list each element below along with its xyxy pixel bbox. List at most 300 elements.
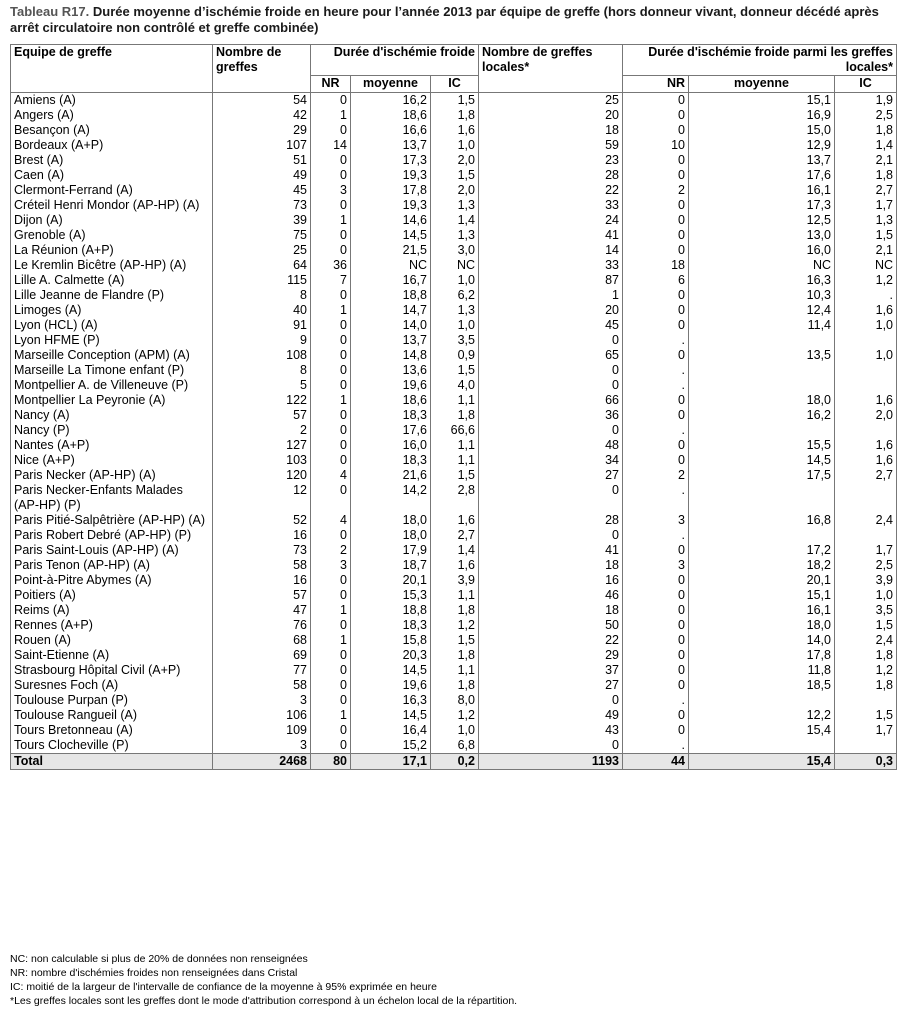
cell-nb-grafts: 107: [213, 138, 311, 153]
cell-mean-local: 18,2: [689, 558, 835, 573]
cell-nr-local: 0: [623, 633, 689, 648]
cell-team-name: Paris Saint-Louis (AP-HP) (A): [11, 543, 213, 558]
cell-mean-local: 18,0: [689, 393, 835, 408]
cell-mean: 16,7: [351, 273, 431, 288]
cell-nr-local: 0: [623, 678, 689, 693]
cell-nb-local: 16: [479, 573, 623, 588]
table-row: [11, 108, 897, 123]
cell-mean: 14,2: [351, 483, 431, 513]
cell-team-name: Montpellier A. de Villeneuve (P): [11, 378, 213, 393]
cell-mean-local: [689, 363, 835, 378]
cell-ic-local: 1,7: [835, 723, 897, 738]
cell-mean: 19,3: [351, 168, 431, 183]
cell-nb-grafts: 57: [213, 408, 311, 423]
cell-team-name: Toulouse Purpan (P): [11, 693, 213, 708]
cell-team-name: Lille A. Calmette (A): [11, 273, 213, 288]
cell-nr: 4: [311, 468, 351, 483]
cell-nr: 1: [311, 393, 351, 408]
cell-ic-local: 1,0: [835, 588, 897, 603]
cell-nr-local: 0: [623, 648, 689, 663]
cell-mean: 14,0: [351, 318, 431, 333]
cell-mean-local: 17,5: [689, 468, 835, 483]
cell-mean-local: 11,8: [689, 663, 835, 678]
cell-ic: 1,5: [431, 168, 479, 183]
cell-ic-local: 3,5: [835, 603, 897, 618]
cell-team-name: Nantes (A+P): [11, 438, 213, 453]
total-nb-local: 1193: [479, 754, 623, 770]
cell-nb-local: 0: [479, 423, 623, 438]
cell-nr: 0: [311, 228, 351, 243]
table-row: [11, 258, 897, 273]
cell-nr-local: 0: [623, 213, 689, 228]
cell-nr: 1: [311, 708, 351, 723]
cell-team-name: Tours Bretonneau (A): [11, 723, 213, 738]
cell-team-name: Angers (A): [11, 108, 213, 123]
total-nr: 80: [311, 754, 351, 770]
table-label: Tableau R17.: [10, 4, 90, 19]
cell-nr: 0: [311, 723, 351, 738]
cell-ic: 1,6: [431, 558, 479, 573]
cell-mean-local: 11,4: [689, 318, 835, 333]
cell-team-name: Brest (A): [11, 153, 213, 168]
cell-ic: 4,0: [431, 378, 479, 393]
cell-nb-grafts: 16: [213, 528, 311, 543]
cell-nr-local: 3: [623, 558, 689, 573]
cell-nb-local: 41: [479, 543, 623, 558]
table-row: [11, 723, 897, 738]
cell-nb-local: 0: [479, 333, 623, 348]
cell-team-name: Lyon (HCL) (A): [11, 318, 213, 333]
cell-mean-local: [689, 423, 835, 438]
cell-mean-local: 12,9: [689, 138, 835, 153]
table-body: [11, 93, 897, 754]
cell-nb-grafts: 2: [213, 423, 311, 438]
cell-nb-grafts: 52: [213, 513, 311, 528]
cell-ic: 2,8: [431, 483, 479, 513]
table-row: [11, 558, 897, 573]
cell-nb-grafts: 91: [213, 318, 311, 333]
cell-ic: 1,5: [431, 633, 479, 648]
cell-ic-local: [835, 423, 897, 438]
cell-nr-local: .: [623, 363, 689, 378]
cell-nr-local: .: [623, 738, 689, 754]
cell-mean-local: [689, 378, 835, 393]
cell-mean: 19,6: [351, 378, 431, 393]
cell-team-name: Strasbourg Hôpital Civil (A+P): [11, 663, 213, 678]
cell-nr-local: 2: [623, 183, 689, 198]
cell-ic-local: [835, 738, 897, 754]
table-row: [11, 363, 897, 378]
cell-team-name: Rennes (A+P): [11, 618, 213, 633]
cell-nr-local: 0: [623, 393, 689, 408]
cell-mean: 17,6: [351, 423, 431, 438]
cell-nr: 0: [311, 663, 351, 678]
header-mean: moyenne: [351, 76, 431, 93]
cell-nb-local: 66: [479, 393, 623, 408]
cell-ic: 1,0: [431, 318, 479, 333]
cell-team-name: Amiens (A): [11, 93, 213, 109]
cell-nr: 0: [311, 648, 351, 663]
table-title: [10, 4, 900, 36]
cell-team-name: Paris Robert Debré (AP-HP) (P): [11, 528, 213, 543]
cell-mean: 18,6: [351, 393, 431, 408]
header-nr: NR: [311, 76, 351, 93]
cell-mean-local: 16,0: [689, 243, 835, 258]
cell-ic: 1,1: [431, 663, 479, 678]
cell-nr-local: .: [623, 483, 689, 513]
cell-nr-local: 0: [623, 438, 689, 453]
cell-ic: 1,8: [431, 108, 479, 123]
cell-nr: 0: [311, 408, 351, 423]
table-row: [11, 423, 897, 438]
cell-ic-local: [835, 363, 897, 378]
cell-ic-local: 2,5: [835, 558, 897, 573]
cell-team-name: Nancy (P): [11, 423, 213, 438]
cell-nr-local: 0: [623, 408, 689, 423]
cell-mean: 16,0: [351, 438, 431, 453]
table-row: [11, 543, 897, 558]
cell-ic: 1,1: [431, 438, 479, 453]
cell-nr-local: 0: [623, 303, 689, 318]
cell-ic: 1,5: [431, 468, 479, 483]
cell-ic: 1,8: [431, 648, 479, 663]
cell-ic-local: [835, 378, 897, 393]
cell-ic: 6,8: [431, 738, 479, 754]
total-ic-local: 0,3: [835, 754, 897, 770]
cell-ic-local: 1,8: [835, 123, 897, 138]
cell-nb-local: 45: [479, 318, 623, 333]
cell-nr-local: 0: [623, 618, 689, 633]
cell-mean: 18,3: [351, 618, 431, 633]
footnote-local: *Les greffes locales sont les greffes dont le mode d'attribution correspond à un échelon local de la répartition.: [10, 995, 518, 1007]
cell-mean: 14,5: [351, 228, 431, 243]
table-row: [11, 333, 897, 348]
cell-nb-grafts: 8: [213, 363, 311, 378]
cell-team-name: Créteil Henri Mondor (AP-HP) (A): [11, 198, 213, 213]
cell-mean-local: 15,4: [689, 723, 835, 738]
footnote-nr: NR: nombre d'ischémies froides non renseignées dans Cristal: [10, 967, 298, 979]
cell-nr: 0: [311, 243, 351, 258]
cell-nb-local: 0: [479, 693, 623, 708]
table-row: [11, 318, 897, 333]
cell-nb-grafts: 75: [213, 228, 311, 243]
cell-nr-local: 0: [623, 453, 689, 468]
cell-mean-local: 14,0: [689, 633, 835, 648]
cell-mean-local: 12,2: [689, 708, 835, 723]
header-ic: IC: [431, 76, 479, 93]
cell-mean-local: [689, 483, 835, 513]
cell-mean: 16,6: [351, 123, 431, 138]
cell-team-name: Poitiers (A): [11, 588, 213, 603]
cell-mean-local: 16,9: [689, 108, 835, 123]
cell-nb-grafts: 8: [213, 288, 311, 303]
table-row: [11, 528, 897, 543]
cell-ic-local: 1,6: [835, 393, 897, 408]
cell-mean-local: 15,1: [689, 93, 835, 109]
cell-ic-local: .: [835, 288, 897, 303]
cell-team-name: Lyon HFME (P): [11, 333, 213, 348]
cell-nb-local: 27: [479, 468, 623, 483]
cell-nr-local: 0: [623, 228, 689, 243]
cell-nr: 0: [311, 93, 351, 109]
cell-mean: 13,7: [351, 138, 431, 153]
cell-ic: 2,7: [431, 528, 479, 543]
cell-ic: 1,8: [431, 408, 479, 423]
cell-team-name: Paris Necker (AP-HP) (A): [11, 468, 213, 483]
cell-team-name: Paris Tenon (AP-HP) (A): [11, 558, 213, 573]
cell-ic-local: 2,5: [835, 108, 897, 123]
table-row: [11, 213, 897, 228]
cell-nr: 0: [311, 378, 351, 393]
table-row: [11, 243, 897, 258]
table-row: [11, 603, 897, 618]
cell-ic-local: 1,6: [835, 303, 897, 318]
cell-mean-local: 17,3: [689, 198, 835, 213]
cell-nr: 0: [311, 738, 351, 754]
cell-mean: 14,7: [351, 303, 431, 318]
cell-nr: 0: [311, 483, 351, 513]
cell-nr-local: .: [623, 333, 689, 348]
cell-mean-local: 15,1: [689, 588, 835, 603]
cell-ic: 2,0: [431, 183, 479, 198]
cell-nr-local: 0: [623, 588, 689, 603]
cell-mean-local: [689, 693, 835, 708]
table-row: [11, 153, 897, 168]
cell-nr-local: .: [623, 378, 689, 393]
table-row: [11, 138, 897, 153]
cell-mean-local: 16,3: [689, 273, 835, 288]
cell-nr: 0: [311, 528, 351, 543]
cell-mean: 17,3: [351, 153, 431, 168]
cell-team-name: Besançon (A): [11, 123, 213, 138]
cell-mean-local: 20,1: [689, 573, 835, 588]
cell-nr: 36: [311, 258, 351, 273]
cell-team-name: Grenoble (A): [11, 228, 213, 243]
cell-nb-local: 18: [479, 603, 623, 618]
cell-mean: 20,3: [351, 648, 431, 663]
cell-ic: 1,3: [431, 228, 479, 243]
cell-mean-local: 18,5: [689, 678, 835, 693]
cell-nb-grafts: 76: [213, 618, 311, 633]
cell-team-name: Paris Necker-Enfants Malades (AP-HP) (P): [11, 483, 213, 513]
table-row: [11, 228, 897, 243]
cell-ic-local: 1,9: [835, 93, 897, 109]
table-row: [11, 198, 897, 213]
cell-nb-local: 34: [479, 453, 623, 468]
cell-nr: 0: [311, 123, 351, 138]
cell-ic: 1,8: [431, 603, 479, 618]
cell-nr: 0: [311, 168, 351, 183]
cell-nb-local: 23: [479, 153, 623, 168]
cell-nr-local: 0: [623, 123, 689, 138]
cell-mean: 18,3: [351, 408, 431, 423]
cell-nr-local: 0: [623, 288, 689, 303]
cell-nr: 0: [311, 363, 351, 378]
header-team: Equipe de greffe: [11, 45, 213, 93]
cell-nr-local: 3: [623, 513, 689, 528]
cell-team-name: Marseille La Timone enfant (P): [11, 363, 213, 378]
cell-mean: 19,3: [351, 198, 431, 213]
cell-nr: 0: [311, 618, 351, 633]
cell-ic: 1,8: [431, 678, 479, 693]
cell-nb-grafts: 57: [213, 588, 311, 603]
cell-mean-local: 17,6: [689, 168, 835, 183]
cell-nr: 1: [311, 603, 351, 618]
cell-ic-local: 1,5: [835, 618, 897, 633]
cell-mean: 16,4: [351, 723, 431, 738]
cell-nr-local: 0: [623, 168, 689, 183]
table-row: [11, 693, 897, 708]
cell-nr: 0: [311, 588, 351, 603]
table-row: [11, 708, 897, 723]
cell-ic: NC: [431, 258, 479, 273]
cell-team-name: Bordeaux (A+P): [11, 138, 213, 153]
cell-ic-local: 1,6: [835, 438, 897, 453]
cell-ic: 6,2: [431, 288, 479, 303]
cell-nb-grafts: 47: [213, 603, 311, 618]
cell-nr: 0: [311, 678, 351, 693]
cell-nr: 0: [311, 693, 351, 708]
cell-nr-local: .: [623, 423, 689, 438]
cell-nb-local: 18: [479, 123, 623, 138]
cell-team-name: Clermont-Ferrand (A): [11, 183, 213, 198]
cell-mean: 13,6: [351, 363, 431, 378]
cell-mean: 18,6: [351, 108, 431, 123]
cell-nb-local: 18: [479, 558, 623, 573]
cell-nb-local: 28: [479, 168, 623, 183]
cell-nb-local: 36: [479, 408, 623, 423]
cell-mean-local: 16,8: [689, 513, 835, 528]
cell-ic-local: 1,4: [835, 138, 897, 153]
cell-nb-local: 59: [479, 138, 623, 153]
cell-ic-local: 2,4: [835, 633, 897, 648]
cell-nb-local: 22: [479, 183, 623, 198]
cell-team-name: Saint-Etienne (A): [11, 648, 213, 663]
cell-nb-local: 25: [479, 93, 623, 109]
cell-nb-local: 22: [479, 633, 623, 648]
header-duration-local: Durée d'ischémie froide parmi les greffes locales*: [623, 45, 897, 76]
cell-ic-local: 2,4: [835, 513, 897, 528]
ischemia-table: [10, 44, 897, 770]
cell-nb-grafts: 68: [213, 633, 311, 648]
cell-ic-local: 1,5: [835, 708, 897, 723]
cell-ic-local: 1,0: [835, 348, 897, 363]
table-row: [11, 663, 897, 678]
table-row: [11, 573, 897, 588]
cell-nb-local: 20: [479, 108, 623, 123]
cell-ic: 2,0: [431, 153, 479, 168]
cell-nb-grafts: 73: [213, 543, 311, 558]
table-row: [11, 648, 897, 663]
cell-team-name: Nice (A+P): [11, 453, 213, 468]
cell-nb-grafts: 9: [213, 333, 311, 348]
cell-mean: 18,8: [351, 603, 431, 618]
total-nr-local: 44: [623, 754, 689, 770]
cell-mean: 17,9: [351, 543, 431, 558]
cell-nb-grafts: 40: [213, 303, 311, 318]
cell-nr-local: .: [623, 528, 689, 543]
cell-ic: 1,5: [431, 363, 479, 378]
cell-ic: 3,5: [431, 333, 479, 348]
cell-team-name: Point-à-Pitre Abymes (A): [11, 573, 213, 588]
cell-nr-local: 0: [623, 573, 689, 588]
cell-mean: 18,0: [351, 513, 431, 528]
cell-ic: 1,1: [431, 588, 479, 603]
cell-ic: 1,2: [431, 708, 479, 723]
cell-mean: 20,1: [351, 573, 431, 588]
cell-nr: 0: [311, 333, 351, 348]
cell-mean-local: [689, 738, 835, 754]
cell-nr-local: 0: [623, 543, 689, 558]
table-row: [11, 588, 897, 603]
cell-mean-local: 16,2: [689, 408, 835, 423]
cell-team-name: Limoges (A): [11, 303, 213, 318]
cell-mean: 14,5: [351, 663, 431, 678]
cell-mean-local: [689, 528, 835, 543]
cell-mean: 16,3: [351, 693, 431, 708]
cell-nb-local: 0: [479, 738, 623, 754]
cell-ic-local: 2,0: [835, 408, 897, 423]
cell-nb-local: 49: [479, 708, 623, 723]
cell-ic-local: 2,1: [835, 243, 897, 258]
footnote-ic: IC: moitié de la largeur de l'intervalle de confiance de la moyenne à 95% exprimée en heure: [10, 981, 437, 993]
cell-nb-local: 33: [479, 198, 623, 213]
cell-nb-local: 48: [479, 438, 623, 453]
cell-ic-local: [835, 693, 897, 708]
cell-team-name: Montpellier La Peyronie (A): [11, 393, 213, 408]
cell-mean-local: 14,5: [689, 453, 835, 468]
table-row: [11, 513, 897, 528]
cell-team-name: Toulouse Rangueil (A): [11, 708, 213, 723]
cell-nr-local: 0: [623, 603, 689, 618]
cell-mean: 18,0: [351, 528, 431, 543]
cell-ic: 1,5: [431, 93, 479, 109]
cell-ic: 1,4: [431, 543, 479, 558]
cell-nr-local: 6: [623, 273, 689, 288]
cell-mean-local: 12,4: [689, 303, 835, 318]
cell-mean: 14,5: [351, 708, 431, 723]
cell-nb-grafts: 39: [213, 213, 311, 228]
cell-nb-local: 43: [479, 723, 623, 738]
cell-mean: 18,8: [351, 288, 431, 303]
cell-nr: 0: [311, 288, 351, 303]
cell-nb-grafts: 69: [213, 648, 311, 663]
cell-nr: 3: [311, 183, 351, 198]
cell-nr-local: 0: [623, 198, 689, 213]
table-row: [11, 378, 897, 393]
cell-mean: 21,6: [351, 468, 431, 483]
cell-ic: 1,4: [431, 213, 479, 228]
cell-nb-grafts: 16: [213, 573, 311, 588]
cell-nb-local: 0: [479, 378, 623, 393]
cell-nb-grafts: 3: [213, 693, 311, 708]
cell-team-name: Suresnes Foch (A): [11, 678, 213, 693]
cell-team-name: Paris Pitié-Salpêtrière (AP-HP) (A): [11, 513, 213, 528]
cell-nr-local: 0: [623, 243, 689, 258]
table-row: [11, 183, 897, 198]
cell-nb-local: 46: [479, 588, 623, 603]
cell-team-name: Le Kremlin Bicêtre (AP-HP) (A): [11, 258, 213, 273]
cell-nb-grafts: 45: [213, 183, 311, 198]
cell-mean-local: [689, 333, 835, 348]
cell-mean: 18,7: [351, 558, 431, 573]
table-row: [11, 408, 897, 423]
cell-nr-local: 0: [623, 93, 689, 109]
cell-mean-local: 16,1: [689, 183, 835, 198]
cell-ic-local: 1,7: [835, 198, 897, 213]
cell-ic-local: 1,6: [835, 453, 897, 468]
cell-nb-grafts: 54: [213, 93, 311, 109]
